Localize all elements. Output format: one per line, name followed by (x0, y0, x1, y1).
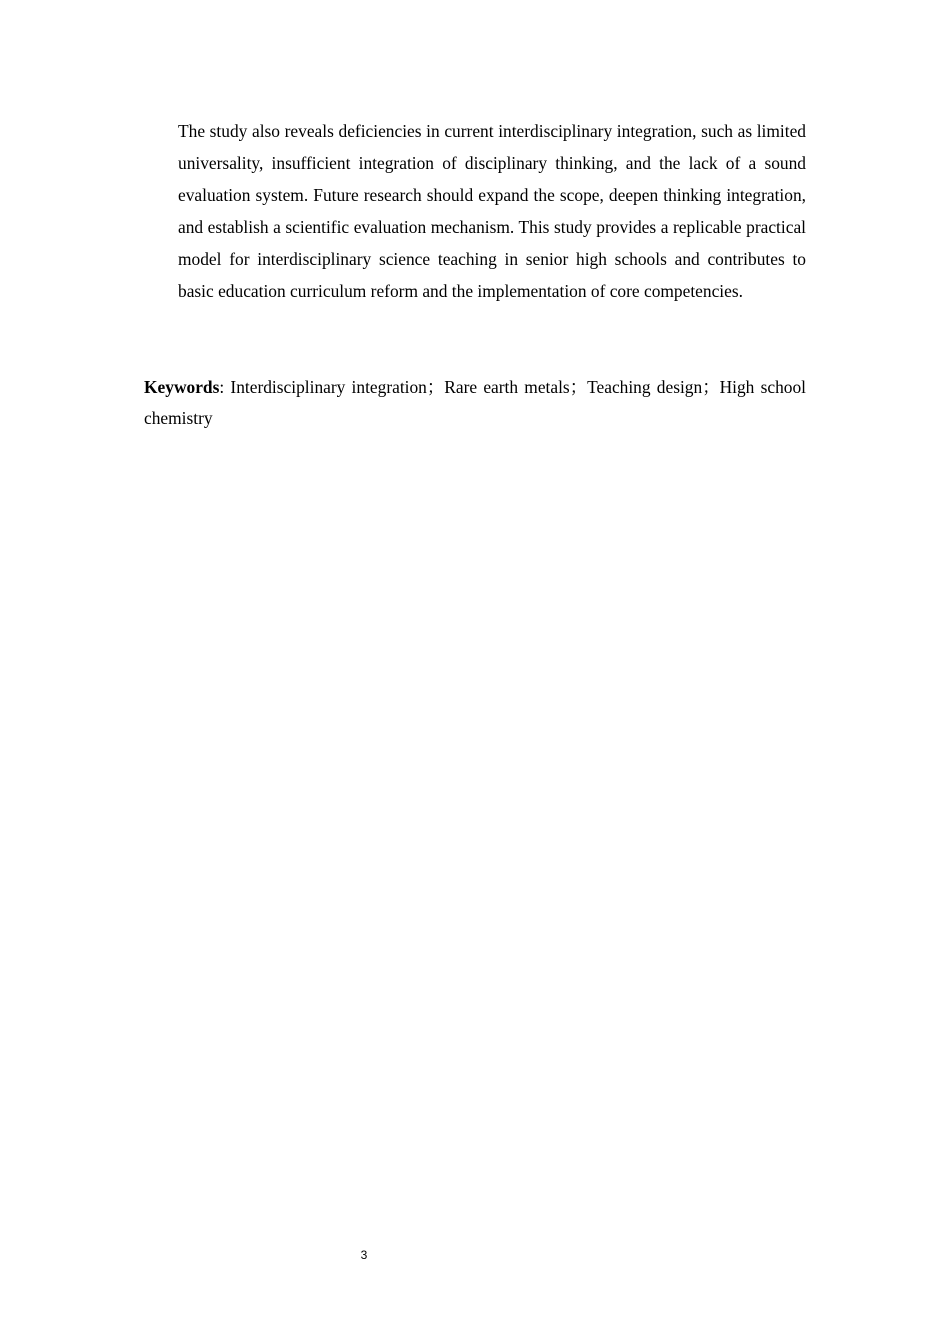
abstract-paragraph: The study also reveals deficiencies in current interdisciplinary integration, such as limited universality, insufficient integration of disciplinary thinking, and the lack of a sound evaluation system. Future research should expand the scope, deepen thinking integration, and establish a scientific evaluation mechanism. This study provides a replicable practical model for interdisciplinary science teaching in senior high schools and contributes to basic education curriculum reform and the implementation of core competencies. (178, 121, 806, 301)
keywords-line (144, 372, 815, 434)
keyword-item: High school chemistry (144, 377, 815, 428)
keywords-label: Keywords (144, 377, 220, 397)
keyword-delimiter: ； (702, 377, 720, 397)
page-number: 3 (360, 1248, 368, 1262)
keywords-separator: : (219, 377, 231, 397)
keyword-delimiter: ； (426, 377, 445, 397)
keyword-delimiter: ； (569, 377, 588, 397)
keyword-item: Rare earth metals (444, 377, 570, 397)
keyword-item: Interdisciplinary integration (230, 377, 427, 397)
keyword-item: Teaching design (587, 377, 703, 397)
